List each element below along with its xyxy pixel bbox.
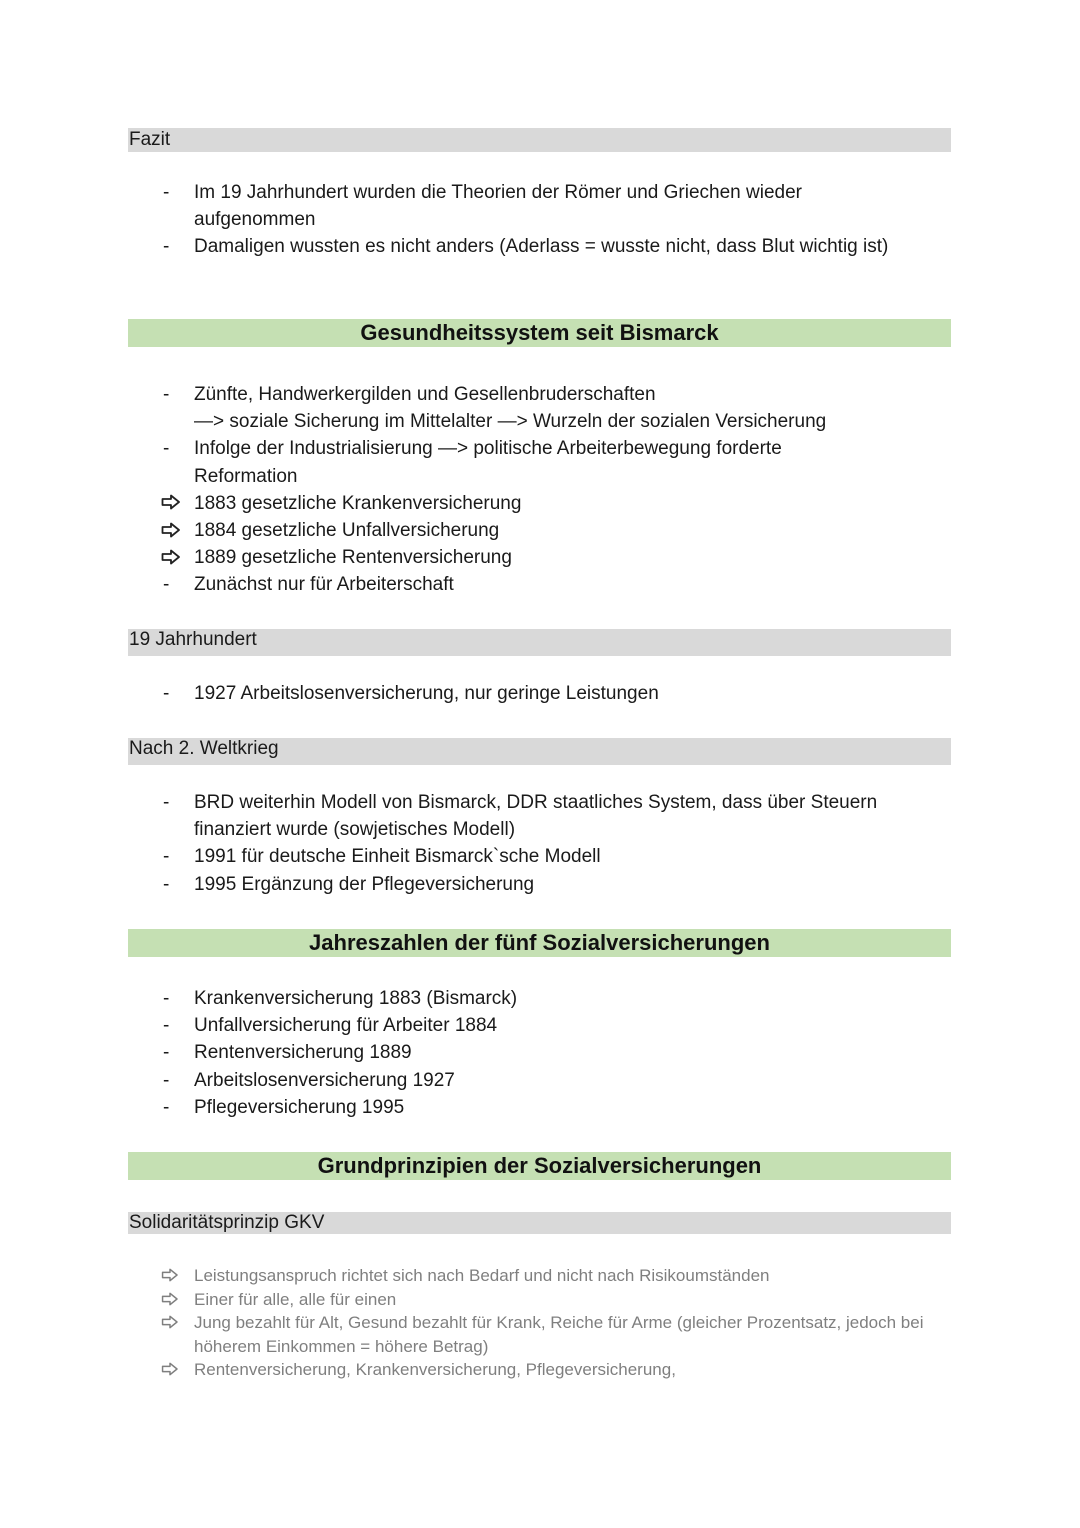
list-item: - Rentenversicherung 1889 bbox=[128, 1039, 951, 1066]
list-item: - Krankenversicherung 1883 (Bismarck) bbox=[128, 985, 951, 1012]
section-heading-fazit: Fazit bbox=[128, 128, 951, 152]
dash-bullet: - bbox=[163, 846, 170, 868]
section-heading-gesundheitssystem: Gesundheitssystem seit Bismarck bbox=[128, 319, 951, 347]
section-heading-solidaritaetsprinzip: Solidaritätsprinzip GKV bbox=[128, 1212, 951, 1234]
list-item: - Zunächst nur für Arbeiterschaft bbox=[128, 571, 951, 598]
fazit-list bbox=[128, 179, 951, 261]
outline-right-arrow-icon bbox=[161, 1264, 185, 1288]
dash-bullet: - bbox=[163, 236, 170, 258]
dash-bullet: - bbox=[163, 873, 170, 895]
list-item: - Unfallversicherung für Arbeiter 1884 bbox=[128, 1012, 951, 1039]
list-item: - Damaligen wussten es nicht anders (Aderlass = wusste nicht, dass Blut wichtig ist) bbox=[128, 233, 951, 260]
list-item: 1884 gesetzliche Unfallversicherung bbox=[128, 517, 951, 544]
list-item: - Zünfte, Handwerkergilden und Gesellenbruderschaften —> soziale Sicherung im Mittelalter —> Wurzeln der sozialen Versicherung bbox=[128, 381, 951, 435]
section-heading-jahreszahlen: Jahreszahlen der fünf Sozialversicherungen bbox=[128, 929, 951, 957]
list-item: - Arbeitslosenversicherung 1927 bbox=[128, 1067, 951, 1094]
list-item: 1889 gesetzliche Rentenversicherung bbox=[128, 544, 951, 571]
dash-bullet: - bbox=[163, 574, 170, 596]
list-item: - BRD weiterhin Modell von Bismarck, DDR staatliches System, dass über Steuern finanziert wurde (sowjetisches Modell) bbox=[128, 789, 951, 843]
outline-right-arrow-icon bbox=[161, 1288, 185, 1312]
dash-bullet: - bbox=[163, 1069, 170, 1091]
outline-right-arrow-icon bbox=[161, 517, 185, 544]
section-heading-19-jahrhundert: 19 Jahrhundert bbox=[128, 629, 951, 656]
outline-right-arrow-icon bbox=[161, 1358, 185, 1382]
jahreszahlen-list bbox=[128, 985, 951, 1121]
list-item: Jung bezahlt für Alt, Gesund bezahlt für Krank, Reiche für Arme (gleicher Prozentsatz, jedoch bei höherem Einkommen = höhere Betrag) bbox=[128, 1311, 951, 1358]
section-heading-nach-weltkrieg: Nach 2. Weltkrieg bbox=[128, 738, 951, 765]
section-heading-grundprinzipien: Grundprinzipien der Sozialversicherungen bbox=[128, 1152, 951, 1180]
list-item: Einer für alle, alle für einen bbox=[128, 1288, 951, 1312]
list-item: - Infolge der Industrialisierung —> politische Arbeiterbewegung forderte Reformation bbox=[128, 435, 951, 489]
list-item: - 1991 für deutsche Einheit Bismarck`sche Modell bbox=[128, 843, 951, 870]
solidaritaet-list bbox=[128, 1264, 951, 1382]
bismarck-list bbox=[128, 381, 951, 599]
list-item: Leistungsanspruch richtet sich nach Bedarf und nicht nach Risikoumständen bbox=[128, 1264, 951, 1288]
list-item: 1883 gesetzliche Krankenversicherung bbox=[128, 490, 951, 517]
jahrhundert-list bbox=[128, 680, 951, 707]
outline-right-arrow-icon bbox=[161, 1311, 185, 1335]
list-item: - Im 19 Jahrhundert wurden die Theorien der Römer und Griechen wieder aufgenommen bbox=[128, 179, 951, 233]
dash-bullet: - bbox=[163, 683, 170, 704]
outline-right-arrow-icon bbox=[161, 544, 185, 571]
dash-bullet: - bbox=[163, 182, 170, 203]
dash-bullet: - bbox=[163, 438, 170, 460]
dash-bullet: - bbox=[163, 384, 170, 405]
dash-bullet: - bbox=[163, 1042, 170, 1064]
dash-bullet: - bbox=[163, 1096, 170, 1118]
dash-bullet: - bbox=[163, 1015, 170, 1037]
list-item: - Pflegeversicherung 1995 bbox=[128, 1094, 951, 1121]
weltkrieg-list bbox=[128, 789, 951, 898]
dash-bullet: - bbox=[163, 792, 170, 813]
dash-bullet: - bbox=[163, 988, 170, 1009]
list-item: Rentenversicherung, Krankenversicherung, Pflegeversicherung, bbox=[128, 1358, 951, 1382]
list-item: - 1927 Arbeitslosenversicherung, nur geringe Leistungen bbox=[128, 680, 951, 707]
list-item: - 1995 Ergänzung der Pflegeversicherung bbox=[128, 871, 951, 898]
outline-right-arrow-icon bbox=[161, 490, 185, 517]
